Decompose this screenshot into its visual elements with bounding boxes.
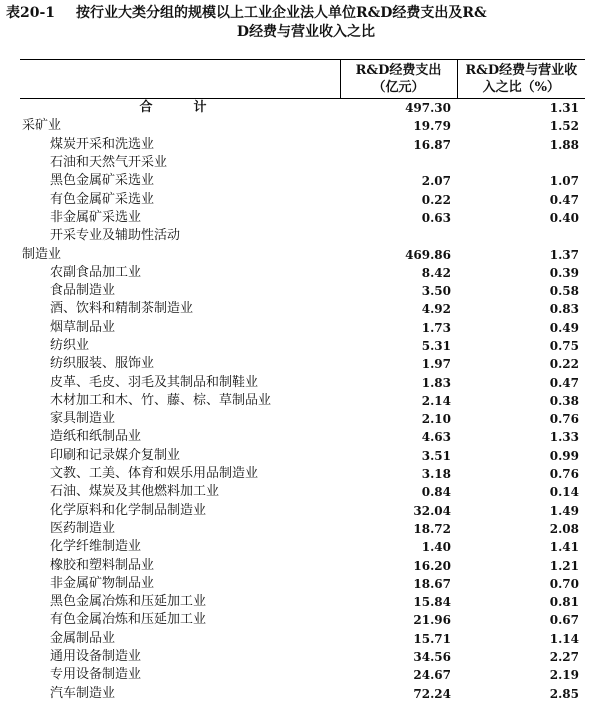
row-label: 石油和天然气开采业	[50, 155, 168, 171]
table-row	[20, 447, 585, 465]
rd-expenditure-value: 1.40	[421, 540, 451, 555]
rd-expenditure-value: 3.50	[421, 284, 451, 299]
row-label: 食品制造业	[50, 283, 116, 299]
rd-expenditure-value: 3.51	[421, 448, 451, 463]
row-label: 纺织业	[50, 338, 90, 353]
row-label: 通用设备制造业	[50, 649, 142, 665]
rd-ratio-value: 1.41	[549, 540, 579, 555]
rd-expenditure-value: 15.71	[413, 631, 451, 646]
rd-ratio-value: 0.47	[549, 375, 579, 390]
rd-expenditure-value: 16.87	[413, 137, 451, 152]
table-body	[20, 99, 585, 703]
rd-ratio-value: 1.21	[549, 558, 579, 573]
rd-ratio-value: 0.49	[549, 320, 579, 335]
table-row	[20, 300, 585, 318]
rd-expenditure-value: 19.79	[413, 119, 451, 134]
row-label: 酒、饮料和精制茶制造业	[50, 301, 194, 317]
rd-expenditure-value: 2.07	[421, 174, 451, 189]
row-label: 印刷和记录媒介复制业	[50, 447, 181, 463]
table-row	[20, 264, 585, 282]
rd-expenditure-value: 18.67	[413, 576, 451, 591]
table-row	[20, 575, 585, 593]
rd-ratio-value: 0.99	[549, 448, 579, 463]
table-number: 表20-1	[6, 5, 56, 21]
row-label: 烟草制品业	[50, 319, 116, 335]
table-row	[20, 392, 585, 410]
rd-expenditure-value: 4.92	[421, 302, 451, 317]
row-label: 开采专业及辅助性活动	[50, 228, 181, 244]
rd-expenditure-value: 3.18	[421, 467, 451, 482]
rd-expenditure-value: 5.31	[421, 339, 451, 353]
row-label: 纺织服装、服饰业	[50, 356, 155, 372]
table-row	[20, 428, 585, 446]
row-label: 农副食品加工业	[50, 264, 142, 280]
table-row	[20, 319, 585, 337]
table-row	[20, 593, 585, 611]
rd-ratio-value	[457, 227, 585, 245]
row-label: 文教、工美、体育和娱乐用品制造业	[50, 466, 259, 482]
rd-expenditure-value: 0.84	[421, 485, 451, 500]
rd-ratio-value: 1.49	[549, 503, 579, 518]
row-label: 皮革、毛皮、羽毛及其制品和制鞋业	[50, 374, 259, 390]
table-row	[20, 209, 585, 227]
table-row	[20, 520, 585, 538]
rd-ratio-value: 0.40	[549, 210, 579, 225]
rd-ratio-value: 0.67	[549, 613, 579, 628]
header-rd-expenditure-line2: （亿元）	[372, 80, 425, 95]
header-industry	[20, 60, 340, 99]
rd-ratio-value: 0.47	[549, 192, 579, 207]
rd-expenditure-value: 72.24	[413, 686, 451, 701]
row-label: 采矿业	[22, 118, 62, 134]
rd-expenditure-value: 0.63	[421, 210, 451, 225]
row-label: 石油、煤炭及其他燃料加工业	[50, 484, 220, 500]
table-row	[20, 410, 585, 428]
rd-expenditure-value: 1.73	[421, 320, 451, 335]
table-row	[20, 465, 585, 483]
table-row	[20, 538, 585, 556]
rd-ratio-value: 0.76	[549, 467, 579, 482]
header-rd-expenditure	[340, 60, 457, 99]
table-row	[20, 611, 585, 629]
row-label: 黑色金属冶炼和压延加工业	[50, 594, 207, 610]
row-label: 家具制造业	[50, 411, 116, 427]
table-title	[6, 4, 606, 42]
table-row	[20, 117, 585, 135]
table-row	[20, 648, 585, 666]
header-rd-ratio	[457, 60, 585, 99]
table-row	[20, 502, 585, 520]
rd-ratio-value: 2.85	[549, 686, 579, 701]
table-row	[20, 630, 585, 648]
table-row	[20, 99, 585, 118]
row-label: 汽车制造业	[50, 685, 116, 701]
row-label: 化学原料和化学制品制造业	[50, 502, 207, 518]
header-rd-expenditure-line1: R&D经费支出	[355, 63, 442, 78]
rd-expenditure-value: 16.20	[413, 558, 451, 573]
rd-ratio-value: 1.37	[549, 247, 579, 262]
row-label: 金属制品业	[50, 630, 116, 646]
row-label: 有色金属冶炼和压延加工业	[50, 612, 207, 628]
rd-ratio-value: 1.33	[549, 430, 579, 445]
rd-expenditure-value: 1.97	[421, 357, 451, 372]
rd-ratio-value: 1.31	[549, 101, 579, 116]
row-label: 非金属矿采选业	[50, 209, 142, 225]
row-label: 医药制造业	[50, 520, 116, 536]
row-label: 化学纤维制造业	[50, 539, 142, 555]
rd-expenditure-value: 18.72	[413, 521, 451, 536]
table-row	[20, 355, 585, 373]
row-label: 制造业	[22, 246, 62, 262]
table-row	[20, 154, 585, 172]
rd-expenditure-value: 15.84	[413, 595, 451, 610]
row-label: 造纸和纸制品业	[50, 429, 142, 445]
rd-expenditure-value	[340, 154, 457, 172]
table-row	[20, 685, 585, 703]
row-label: 橡胶和塑料制品业	[50, 557, 155, 573]
title-line-1: 按行业大类分组的规模以上工业企业法人单位R&D经费支出及R&	[76, 5, 487, 21]
rd-expenditure-value: 8.42	[421, 265, 451, 280]
row-label: 木材加工和木、竹、藤、棕、草制品业	[50, 392, 272, 408]
row-label: 有色金属矿采选业	[50, 191, 155, 207]
rd-expenditure-value: 2.10	[421, 412, 451, 427]
title-line-2: D经费与营业收入之比	[236, 24, 376, 40]
table-row	[20, 282, 585, 300]
table-row	[20, 483, 585, 501]
rd-ratio-value: 0.39	[549, 265, 579, 280]
table-row	[20, 190, 585, 208]
row-label: 专用设备制造业	[50, 667, 142, 683]
rd-expenditure-value: 21.96	[413, 613, 451, 628]
table-row	[20, 172, 585, 190]
rd-expenditure-value: 497.30	[405, 101, 451, 116]
rd-ratio-value: 2.27	[549, 650, 579, 665]
rd-expenditure-value: 469.86	[405, 247, 451, 262]
rd-ratio-value: 1.07	[549, 174, 579, 189]
rd-ratio-value: 0.70	[549, 576, 579, 591]
rd-ratio-value: 0.38	[549, 393, 579, 408]
rd-expenditure-value: 0.22	[421, 192, 451, 207]
rd-ratio-value: 1.52	[549, 119, 579, 134]
header-row	[20, 60, 585, 99]
row-label: 非金属矿物制品业	[50, 575, 155, 591]
table-row	[20, 227, 585, 245]
table-row	[20, 556, 585, 574]
header-rd-ratio-line2: 入之比（%）	[482, 80, 560, 95]
rd-expenditure-value: 24.67	[413, 668, 451, 683]
rd-ratio-value: 0.83	[549, 302, 579, 317]
row-label: 合 计	[139, 100, 221, 116]
rd-expenditure-value: 2.14	[421, 393, 451, 408]
rd-expenditure-value: 32.04	[413, 503, 451, 518]
table-row	[20, 373, 585, 391]
table-row	[20, 337, 585, 355]
rd-expenditure-value: 4.63	[421, 430, 451, 445]
row-label: 黑色金属矿采选业	[50, 173, 155, 189]
rd-ratio-value: 0.14	[549, 485, 579, 500]
header-rd-ratio-line1: R&D经费与营业收	[465, 63, 578, 78]
rd-ratio-value: 0.22	[549, 357, 579, 372]
rd-ratio-value: 2.08	[549, 521, 579, 536]
rd-ratio-value: 0.75	[549, 339, 579, 353]
rd-ratio-value: 2.19	[549, 668, 579, 683]
rd-ratio-value: 0.76	[549, 412, 579, 427]
rd-ratio-value: 1.14	[549, 631, 579, 646]
rd-expenditure-value: 1.83	[421, 375, 451, 390]
rd-ratio-value: 0.58	[549, 284, 579, 299]
table-row	[20, 136, 585, 154]
row-label: 煤炭开采和洗选业	[50, 136, 155, 152]
table-row	[20, 666, 585, 684]
table-row	[20, 245, 585, 263]
rd-ratio-value: 1.88	[549, 137, 579, 152]
rd-expenditure-value	[340, 227, 457, 245]
rd-expenditure-value: 34.56	[413, 650, 451, 665]
data-table	[20, 59, 585, 703]
rd-ratio-value	[457, 154, 585, 172]
rd-ratio-value: 0.81	[549, 595, 579, 610]
